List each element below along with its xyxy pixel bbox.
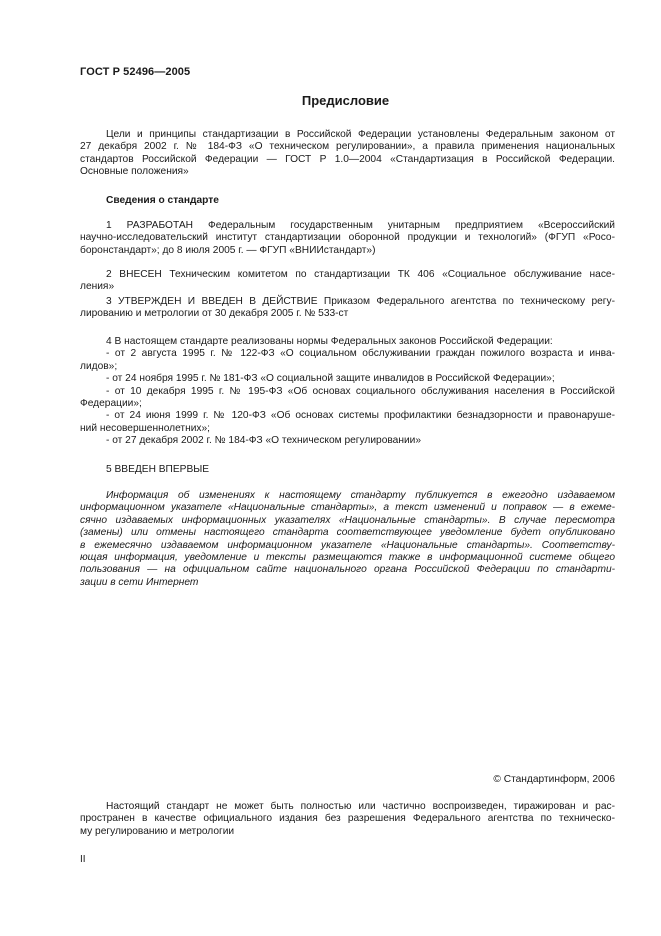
info-line: ющая информация, уведомление и тексты размещаются также в информационной системе общего bbox=[80, 552, 615, 564]
document-id-header: ГОСТ Р 52496—2005 bbox=[80, 66, 191, 78]
info-paragraph bbox=[80, 490, 615, 589]
item-2-paragraph bbox=[80, 269, 615, 294]
section-heading: Сведения о стандарте bbox=[106, 195, 219, 206]
notice-line: пространен в качестве официального издания без разрешения Федерального агентства по техническо- bbox=[80, 813, 615, 825]
item-1-line: боронстандарт»; до 8 июля 2005 г. — ФГУП «ВНИИстандарт») bbox=[80, 244, 376, 256]
item-1-line: 1 РАЗРАБОТАН Федеральным государственным унитарным предприятием «Всероссийский bbox=[106, 220, 615, 231]
copyright-notice: © Стандартинформ, 2006 bbox=[493, 774, 615, 785]
item-4-line: - от 24 ноября 1995 г. № 181-ФЗ «О социальной защите инвалидов в Российской Федерации»; bbox=[106, 373, 555, 385]
page-title: Предисловие bbox=[301, 93, 390, 108]
reproduction-notice bbox=[80, 801, 615, 838]
intro-line: 27 декабря 2002 г. № 184-ФЗ «О техническом регулировании», а правила применения национальных bbox=[80, 141, 615, 153]
item-5-paragraph: 5 ВВЕДЕН ВПЕРВЫЕ bbox=[106, 464, 210, 475]
item-1-line: научно-исследовательский институт стандартизации оборонной продукции и технологий» (ФГУП «Росо- bbox=[80, 232, 615, 244]
intro-line: Цели и принципы стандартизации в Российской Федерации установлены Федеральным законом от bbox=[106, 129, 615, 140]
item-3-paragraph bbox=[80, 296, 615, 321]
item-4-line: - от 24 июня 1999 г. № 120-ФЗ «Об основах системы профилактики безнадзорности и правонаруше- bbox=[106, 410, 615, 422]
item-3-line: 3 УТВЕРЖДЕН И ВВЕДЕН В ДЕЙСТВИЕ Приказом Федерального агентства по техническому регу- bbox=[106, 296, 615, 307]
notice-line: му регулированию и метрологии bbox=[80, 825, 235, 837]
info-line: зации в сети Интернет bbox=[80, 576, 199, 588]
info-line: пользования — на официальном сайте национального органа Российской Федерации по стандарти- bbox=[80, 564, 615, 576]
info-line: (замены) или отмены настоящего стандарта соответствующее уведомление будет опубликовано bbox=[80, 527, 615, 539]
item-4-line: - от 10 декабря 1995 г. № 195-ФЗ «Об основах социального обслуживания населения в Российской bbox=[106, 385, 615, 397]
item-4-line: Федерации»; bbox=[80, 398, 142, 410]
notice-line: Настоящий стандарт не может быть полностью или частично воспроизведен, тиражирован и рас- bbox=[106, 801, 615, 812]
intro-line: стандартов Российской Федерации — ГОСТ Р 1.0—2004 «Стандартизация в Российской Федерации. bbox=[80, 153, 615, 165]
intro-paragraph bbox=[80, 129, 615, 179]
item-4-line: ний несовершеннолетних»; bbox=[80, 422, 211, 434]
item-4-line: лидов»; bbox=[80, 360, 118, 372]
item-3-line: лированию и метрологии от 30 декабря 2005 г. № 533-ст bbox=[80, 308, 349, 320]
item-2-line: ления» bbox=[80, 281, 115, 293]
intro-line: Основные положения» bbox=[80, 166, 189, 178]
page-number: II bbox=[80, 854, 86, 865]
item-4-line: - от 2 августа 1995 г. № 122-ФЗ «О социальном обслуживании граждан пожилого возраста и инва- bbox=[106, 348, 615, 360]
item-4-line: 4 В настоящем стандарте реализованы нормы Федеральных законов Российской Федерации: bbox=[106, 336, 553, 347]
item-4-paragraph bbox=[80, 336, 615, 448]
info-line: сячно издаваемых информационных указателях «Национальные стандарты». В случае пересмотра bbox=[80, 514, 615, 526]
item-4-line: - от 27 декабря 2002 г. № 184-ФЗ «О техническом регулировании» bbox=[106, 435, 421, 447]
info-line: информационном указателе «Национальные стандарты», а текст изменений и поправок — в ежеме- bbox=[80, 502, 615, 514]
info-line: в ежемесячно издаваемом информационном указателе «Национальные стандарты». Соответству- bbox=[80, 539, 615, 551]
info-line: Информация об изменениях к настоящему стандарту публикуется в ежегодно издаваемом bbox=[106, 490, 615, 501]
item-1-paragraph bbox=[80, 220, 615, 257]
item-2-line: 2 ВНЕСЕН Техническим комитетом по стандартизации ТК 406 «Социальное обслуживание насе- bbox=[106, 269, 615, 280]
